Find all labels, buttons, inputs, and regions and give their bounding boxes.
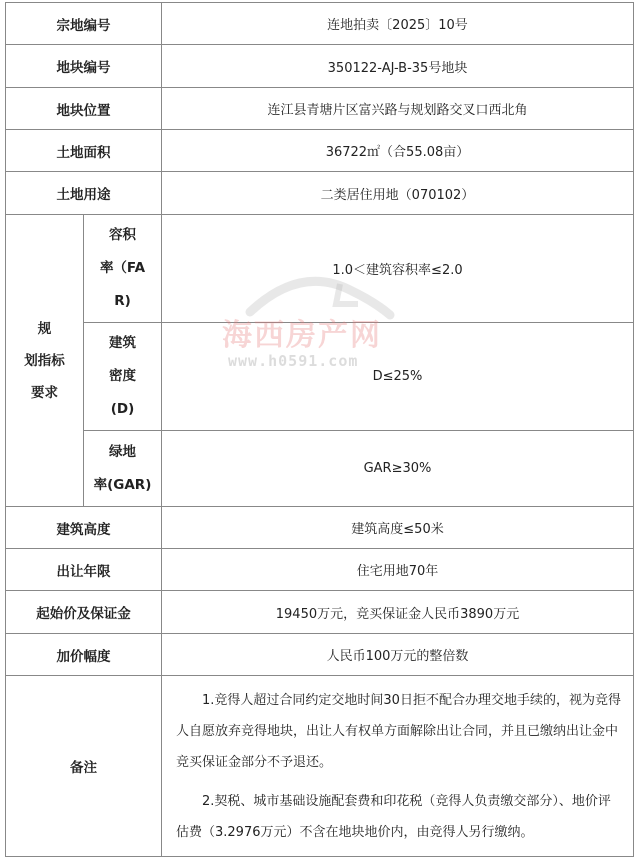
row-label-increment: 加价幅度: [6, 634, 162, 676]
planning-label-line: 划指标: [24, 352, 65, 369]
planning-label-line: 规: [37, 320, 52, 337]
row-label-notes: 备注: [6, 676, 162, 857]
table-row: [6, 130, 634, 172]
row-label-plot-number: 地块编号: [6, 45, 162, 88]
table-row: [6, 3, 634, 45]
table-row: [6, 323, 634, 431]
table-row: [6, 88, 634, 130]
row-value-location: 连江县青塘片区富兴路与规划路交叉口西北角: [162, 88, 634, 130]
green-label-line: 绿地: [109, 443, 136, 460]
density-label-line: 建筑: [109, 335, 136, 351]
density-label-line: 密度: [109, 368, 136, 384]
watermark-name: 海西房产网: [222, 318, 382, 353]
table-row: [6, 45, 634, 88]
row-value-term: 住宅用地70年: [162, 549, 634, 591]
table-row: [6, 172, 634, 215]
green-label-line: 率(GAR): [93, 476, 152, 493]
row-value-use: 二类居住用地（070102）: [162, 172, 634, 215]
row-label-lot-code: 宗地编号: [6, 3, 162, 45]
row-value-increment: 人民币100万元的整倍数: [162, 634, 634, 676]
row-label-height: 建筑高度: [6, 507, 162, 549]
far-label: [84, 215, 162, 323]
green-value: GAR≥30%: [162, 431, 634, 507]
far-label-line: R): [114, 293, 131, 309]
row-value-notes: [162, 676, 634, 857]
notes-paragraph: 2.契税、城市基础设施配套费和印花税（竞得人负责缴交部分）、地价评估费（3.2976万元）不含在地块地价内，由竞得人另行缴纳。: [176, 793, 611, 840]
row-value-height: 建筑高度≤50米: [162, 507, 634, 549]
row-value-plot-number: 350122-AJ-B-35号地块: [162, 45, 634, 88]
table-row: [6, 634, 634, 676]
row-label-use: 土地用途: [6, 172, 162, 215]
row-label-term: 出让年限: [6, 549, 162, 591]
planning-label-line: 要求: [31, 384, 58, 401]
far-label-line: 率（FA: [99, 260, 146, 276]
row-value-price: 19450万元，竞买保证金人民币3890万元: [162, 591, 634, 634]
watermark-url: www.h0591.com: [228, 352, 359, 370]
row-label-price: 起始价及保证金: [6, 591, 162, 634]
density-label-line: (D): [110, 401, 135, 417]
far-value: 1.0＜建筑容积率≤2.0: [162, 215, 634, 323]
row-value-area: 36722㎡（合55.08亩）: [162, 130, 634, 172]
table-row: [6, 676, 634, 857]
row-label-location: 地块位置: [6, 88, 162, 130]
row-value-lot-code: 连地拍卖〔2025〕10号: [162, 3, 634, 45]
table-row: [6, 431, 634, 507]
density-value: D≤25%: [162, 323, 634, 431]
land-auction-table: [5, 2, 634, 857]
notes-paragraph: 1.竞得人超过合同约定交地时间30日拒不配合办理交地手续的，视为竞得人自愿放弃竞得地块，出让人有权单方面解除出让合同，并且已缴纳出让金中竞买保证金部分不予退还。: [176, 692, 621, 770]
table-row: [6, 591, 634, 634]
table-row: [6, 507, 634, 549]
table-row: [6, 215, 634, 323]
far-label-line: 容积: [109, 227, 136, 243]
planning-label: [6, 215, 84, 507]
table-row: [6, 549, 634, 591]
green-label: [84, 431, 162, 507]
density-label: [84, 323, 162, 431]
row-label-area: 土地面积: [6, 130, 162, 172]
